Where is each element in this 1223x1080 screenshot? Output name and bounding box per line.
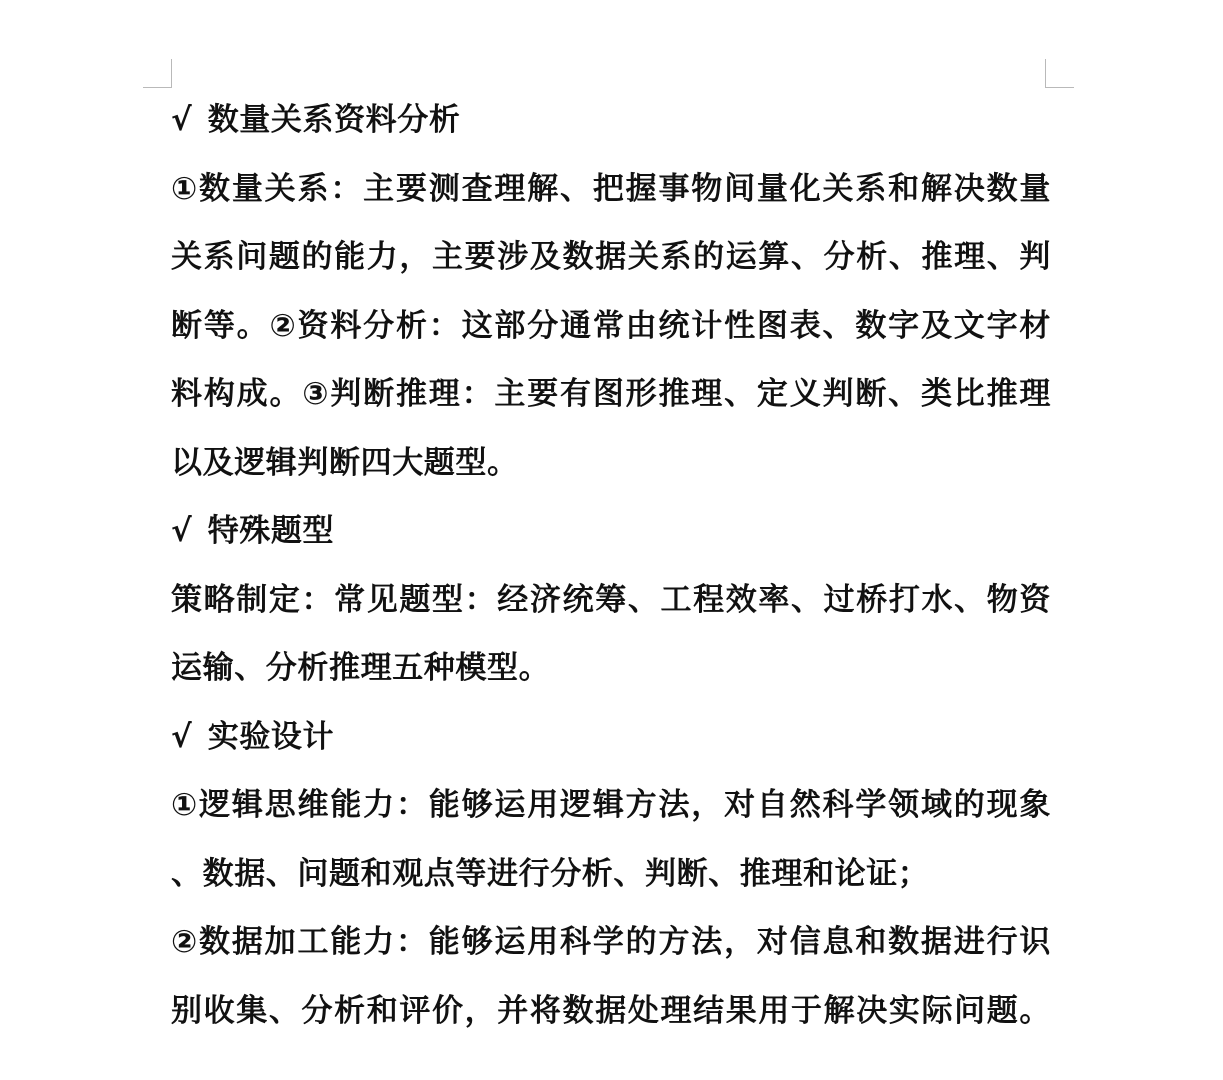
section-heading-text: 实验设计 <box>207 718 335 755</box>
paragraph-line: 断等。②资料分析：这部分通常由统计性图表、数字及文字材 <box>171 307 1051 344</box>
paragraph-line: 、数据、问题和观点等进行分析、判断、推理和论证； <box>171 855 930 892</box>
paragraph-line: 以及逻辑判断四大题型。 <box>171 444 519 481</box>
crop-mark-top-right <box>1045 59 1074 88</box>
paragraph-line: ①数量关系：主要测查理解、把握事物间量化关系和解决数量 <box>171 170 1051 207</box>
crop-mark-top-left <box>143 59 172 88</box>
section-heading <box>171 497 1051 566</box>
paragraph-line: 运输、分析推理五种模型。 <box>171 650 551 686</box>
check-mark-icon: √ <box>171 102 193 138</box>
section-heading <box>171 703 1051 772</box>
paragraph-line: ①逻辑思维能力：能够运用逻辑方法，对自然科学领域的现象 <box>171 787 1051 823</box>
paragraph-line: 策略制定：常见题型：经济统筹、工程效率、过桥打水、物资 <box>171 581 1051 618</box>
section-heading-text: 数量关系资料分析 <box>207 102 461 138</box>
paragraph-line: 别收集、分析和评价，并将数据处理结果用于解决实际问题。 <box>171 992 1051 1029</box>
check-mark-icon: √ <box>171 513 193 549</box>
document-body <box>171 86 1051 1045</box>
paragraph-line: ②数据加工能力：能够运用科学的方法，对信息和数据进行识 <box>171 924 1051 960</box>
paragraph-line: 料构成。③判断推理：主要有图形推理、定义判断、类比推理 <box>171 376 1051 412</box>
paragraph-line: 关系问题的能力，主要涉及数据关系的运算、分析、推理、判 <box>171 239 1051 275</box>
section-heading <box>171 86 1051 155</box>
check-mark-icon: √ <box>171 718 193 755</box>
section-heading-text: 特殊题型 <box>207 513 335 549</box>
